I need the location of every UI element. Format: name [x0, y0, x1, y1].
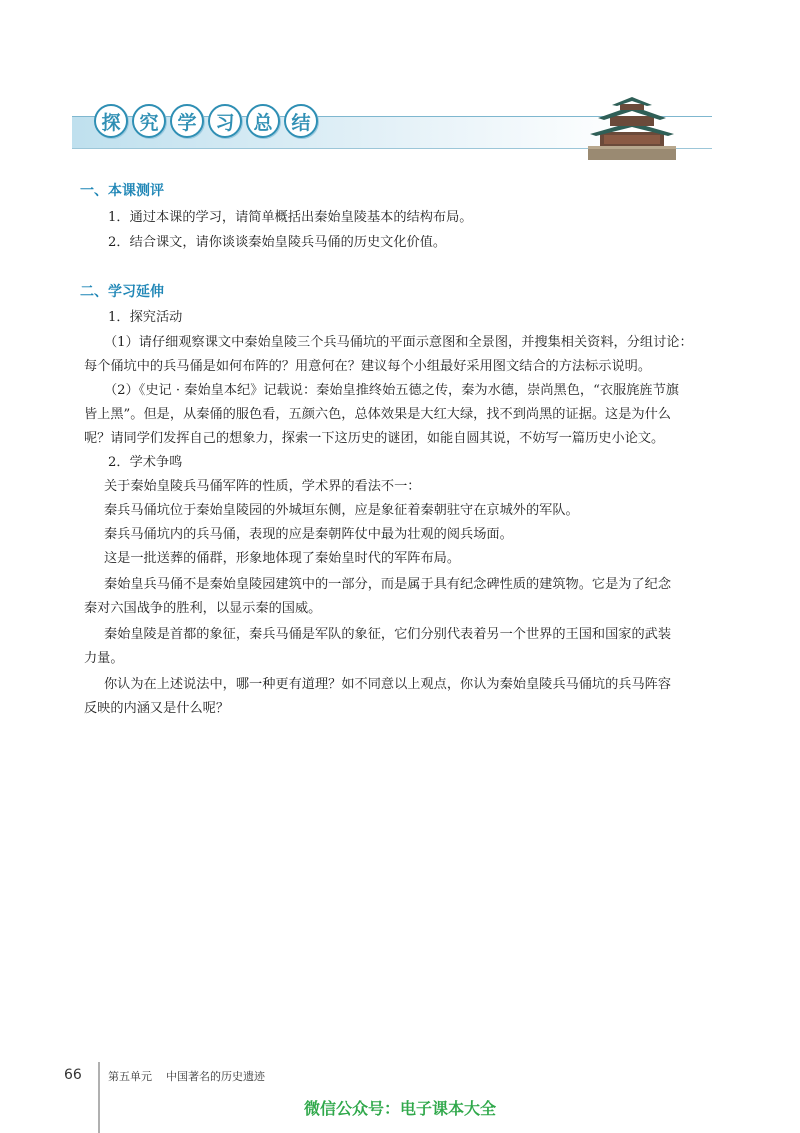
inquiry-task-1-line: 每个俑坑中的兵马俑是如何布阵的？用意何在？建议每个小组最好采用图文结合的方法标示说明。 — [84, 359, 652, 374]
inquiry-task-2-line: 呢？请同学们发挥自己的想象力，探索一下这历史的谜团，如能自圆其说，不妨写一篇历史小论文。 — [84, 431, 665, 446]
unit-label: 第五单元 — [108, 1070, 152, 1083]
watermark-text: 微信公众号：电子课本大全 — [303, 1099, 496, 1118]
banner-title-char: 结 — [284, 104, 318, 138]
section-heading-extension: 二、学习延伸 — [80, 284, 164, 300]
sub-heading-inquiry: 1．探究活动 — [108, 310, 183, 325]
running-footer — [108, 1068, 279, 1084]
debate-question-line: 你认为在上述说法中，哪一种更有道理？如不同意以上观点，你认为秦始皇陵兵马俑坑的兵马阵容 — [104, 677, 672, 692]
banner-title — [94, 104, 318, 138]
unit-title: 中国著名的历史遗迹 — [166, 1070, 265, 1083]
inquiry-task-2-line: （2）《史记 · 秦始皇本纪》记载说：秦始皇推终始五德之传，秦为水德，崇尚黑色，“衣服旄旌节旗 — [104, 383, 679, 398]
inquiry-task-1-line: （1）请仔细观察课文中秦始皇陵三个兵马俑坑的平面示意图和全景图，并搜集相关资料，分组讨论： — [104, 335, 693, 350]
debate-view-5-line: 秦始皇陵是首都的象征，秦兵马俑是军队的象征，它们分别代表着另一个世界的王国和国家的武装 — [104, 627, 672, 642]
debate-intro: 关于秦始皇陵兵马俑军阵的性质，学术界的看法不一： — [104, 479, 421, 494]
assessment-question-2: 2．结合课文，请你谈谈秦始皇陵兵马俑的历史文化价值。 — [108, 235, 447, 250]
inquiry-task-2-line: 皆上黑”。但是，从秦俑的服色看，五颜六色，总体效果是大红大绿，找不到尚黑的证据。这是为什么 — [84, 407, 671, 422]
debate-view-4-line: 秦始皇兵马俑不是秦始皇陵园建筑中的一部分，而是属于具有纪念碑性质的建筑物。它是为了纪念 — [104, 577, 672, 592]
banner-title-char: 究 — [132, 104, 166, 138]
debate-view-5-line: 力量。 — [84, 651, 124, 666]
debate-view: 秦兵马俑坑位于秦始皇陵园的外城垣东侧，应是象征着秦朝驻守在京城外的军队。 — [104, 503, 579, 518]
banner-title-char: 总 — [246, 104, 280, 138]
pavilion-illustration — [584, 96, 680, 160]
debate-view: 这是一批送葬的俑群，形象地体现了秦始皇时代的军阵布局。 — [104, 551, 461, 566]
banner-title-char: 学 — [170, 104, 204, 138]
banner-title-char: 探 — [94, 104, 128, 138]
banner-title-char: 习 — [208, 104, 242, 138]
sub-heading-debate: 2．学术争鸣 — [108, 455, 183, 470]
section-heading-assessment: 一、本课测评 — [80, 183, 164, 199]
section-banner — [72, 100, 712, 152]
debate-view: 秦兵马俑坑内的兵马俑，表现的应是秦朝阵仗中最为壮观的阅兵场面。 — [104, 527, 513, 542]
page-number: 66 — [64, 1067, 82, 1083]
debate-question-line: 反映的内涵又是什么呢？ — [84, 701, 230, 716]
assessment-question-1: 1．通过本课的学习，请简单概括出秦始皇陵基本的结构布局。 — [108, 210, 473, 225]
debate-view-4-line: 秦对六国战争的胜利，以显示秦的国威。 — [84, 601, 322, 616]
